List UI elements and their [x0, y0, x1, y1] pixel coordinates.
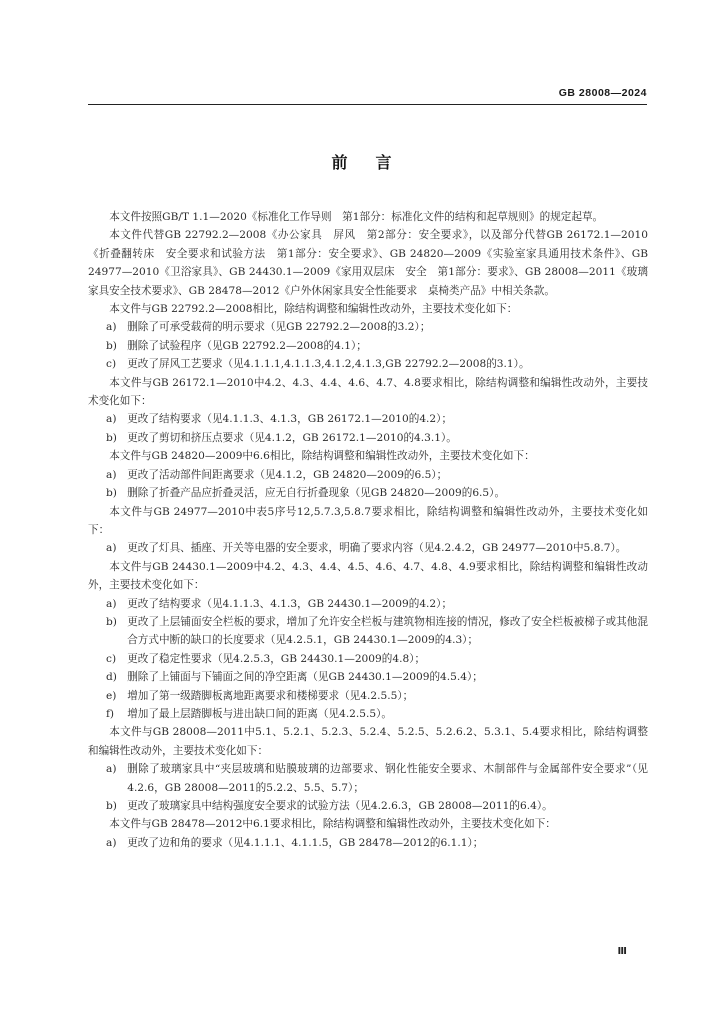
list-item — [88, 650, 648, 668]
list-item-text: 更改了稳定性要求（见4.2.5.3，GB 24430.1—2009的4.8）； — [127, 652, 426, 665]
list-item-marker: a) — [106, 468, 117, 481]
list-item — [88, 318, 648, 336]
list-item — [88, 668, 648, 686]
list-item-marker: e) — [106, 689, 117, 702]
page-number: Ⅲ — [617, 946, 627, 957]
paragraph: 本文件代替GB 22792.2—2008《办公家具 屏风 第2部分：安全要求》，以及部分代替GB 26172.1—2010《折叠翻转床 安全要求和试验方法 第1部分：安全要求》、GB 24820—2009《实验室家具通用技术条件》、GB 24977—2010《卫浴家具》、GB 24430.1—2009《家用双层床 安全 第1部分：要求》、GB 28008—2011《玻璃家具安全技术要求》、GB 28478—2012《户外休闲家具安全性能要求 桌椅类产品》中相关条款。 — [88, 229, 648, 297]
list-item-text: 更改了结构要求（见4.1.1.3、4.1.3，GB 26172.1—2010的4.2）； — [127, 413, 453, 426]
list-item — [88, 429, 648, 447]
list-item — [88, 797, 648, 815]
list-item-marker: c) — [106, 652, 117, 665]
paragraph: 本文件与GB 26172.1—2010中4.2、4.3、4.4、4.6、4.7、4.8要求相比，除结构调整和编辑性改动外，主要技术变化如下： — [88, 376, 648, 408]
list-item — [88, 337, 648, 355]
list-item-text: 增加了最上层踏脚板与进出缺口间的距离（见4.2.5.5）。 — [127, 707, 393, 720]
list-item-text: 更改了活动部件间距离要求（见4.1.2，GB 24820—2009的6.5）； — [127, 468, 448, 481]
header-divider — [88, 104, 647, 105]
list-item — [88, 595, 648, 613]
list-item-text: 删除了玻璃家具中“夹层玻璃和贴膜玻璃的边部要求、钢化性能安全要求、木制部件与金属部件安全要求”（见4.2.6，GB 28008—2011的5.2.2、5.5、5.7）； — [127, 763, 648, 794]
list-item-marker: b) — [106, 431, 117, 444]
list-item-text: 增加了第一级踏脚板离地距离要求和楼梯要求（见4.2.5.5）； — [127, 689, 414, 702]
foreword-body — [88, 208, 648, 852]
list-item — [88, 466, 648, 484]
list-item-marker: b) — [106, 339, 117, 352]
list-item-marker: b) — [106, 487, 117, 500]
list-item-text: 更改了屏风工艺要求（见4.1.1.1,4.1.1.3,4.1.2,4.1.3,GB 22792.2—2008的3.1）。 — [127, 358, 530, 371]
list-item — [88, 687, 648, 705]
paragraph: 本文件与GB 24820—2009中6.6相比，除结构调整和编辑性改动外，主要技术变化如下： — [109, 450, 535, 463]
list-item-text: 更改了剪切和挤压点要求（见4.1.2，GB 26172.1—2010的4.3.1）。 — [127, 431, 457, 444]
list-item-marker: a) — [106, 836, 117, 849]
list-item-marker: b) — [106, 800, 117, 812]
list-item-marker: d) — [106, 671, 117, 684]
paragraph: 本文件与GB 24977—2010中表5序号12,5.7.3,5.8.7要求相比，除结构调整和编辑性改动外，主要技术变化如下： — [88, 505, 648, 536]
paragraph: 本文件按照GB/T 1.1—2020《标准化工作导则 第1部分：标准化文件的结构和起草规则》的规定起草。 — [109, 211, 604, 223]
list-item — [88, 760, 648, 797]
standard-number: GB 28008—2024 — [558, 87, 647, 99]
list-item-marker: c) — [106, 358, 117, 371]
list-item — [88, 705, 648, 723]
paragraph: 本文件与GB 22792.2—2008相比，除结构调整和编辑性改动外，主要技术变化如下： — [109, 303, 518, 316]
list-item — [88, 355, 648, 373]
list-item-text: 更改了灯具、插座、开关等电器的安全要求，明确了要求内容（见4.2.4.2，GB 24977—2010中5.8.7）。 — [127, 542, 627, 555]
list-item-marker: b) — [106, 615, 117, 628]
list-item-text: 删除了试验程序（见GB 22792.2—2008的4.1）； — [127, 339, 367, 352]
list-item — [88, 613, 648, 650]
list-item — [88, 834, 648, 852]
list-item-marker: a) — [106, 321, 117, 334]
list-item — [88, 484, 648, 502]
list-item — [88, 410, 648, 428]
paragraph: 本文件与GB 28008—2011中5.1、5.2.1、5.2.3、5.2.4、5.2.5、5.2.6.2、5.3.1、5.4要求相比，除结构调整和编辑性改动外，主要技术变化如下： — [88, 726, 648, 757]
paragraph: 本文件与GB 24430.1—2009中4.2、4.3、4.4、4.5、4.6、4.7、4.8、4.9要求相比，除结构调整和编辑性改动外，主要技术变化如下： — [88, 560, 648, 592]
list-item — [88, 539, 648, 557]
list-item-marker: f) — [106, 707, 115, 720]
list-item-marker: a) — [106, 542, 117, 555]
page-title: 前言 — [331, 153, 420, 172]
list-item-text: 删除了上铺面与下铺面之间的净空距离（见GB 24430.1—2009的4.5.4）； — [127, 671, 483, 684]
list-item-marker: a) — [106, 597, 117, 610]
list-item-marker: a) — [106, 763, 117, 776]
list-item-text: 更改了玻璃家具中结构强度安全要求的试验方法（见4.2.6.3，GB 28008—2011的6.4）。 — [127, 800, 553, 812]
list-item-text: 删除了折叠产品应折叠灵活，应无自行折叠现象（见GB 24820—2009的6.5）。 — [127, 487, 506, 500]
list-item-marker: a) — [106, 413, 117, 426]
list-item-text: 更改了结构要求（见4.1.1.3、4.1.3，GB 24430.1—2009的4.2）； — [127, 597, 453, 610]
list-item-text: 更改了上层铺面安全栏板的要求，增加了允许安全栏板与建筑物相连接的情况，修改了安全栏板被梯子或其他混合方式中断的缺口的长度要求（见4.2.5.1，GB 24430.1—2009的4.3）； — [127, 615, 648, 647]
list-item-text: 删除了可承受载荷的明示要求（见GB 22792.2—2008的3.2）； — [127, 321, 431, 334]
list-item-text: 更改了边和角的要求（见4.1.1.1、4.1.1.5，GB 28478—2012的6.1.1）； — [127, 836, 484, 849]
paragraph: 本文件与GB 28478—2012中6.1要求相比，除结构调整和编辑性改动外，主要技术变化如下： — [109, 818, 556, 831]
